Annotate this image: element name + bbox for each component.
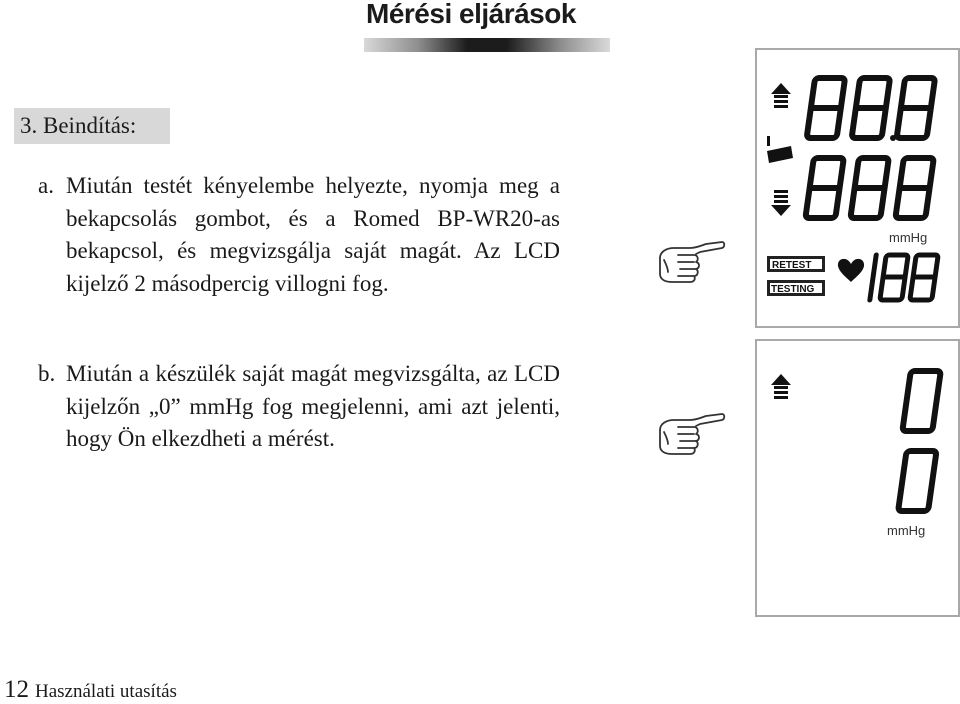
paragraph-a-label: a. [38, 173, 54, 198]
battery-icon [767, 136, 793, 163]
diastolic-zero [898, 451, 936, 511]
paragraph-a [38, 170, 560, 300]
paragraph-b-text: Miután a készülék saját magát megvizsgálta, az LCD kijelzőn „0” mmHg fog megjelenni, ami azt jelenti, hogy Ön elkezdheti a mérést. [66, 361, 560, 451]
paragraph-b [38, 358, 560, 456]
paragraph-b-label: b. [38, 361, 56, 386]
systolic-zero [902, 371, 940, 431]
deflate-arrow-icon [771, 190, 791, 216]
pulse-digits [870, 255, 938, 300]
heart-icon [838, 259, 864, 282]
page-title: Mérési eljárások [366, 0, 576, 29]
diastolic-digits [805, 158, 933, 218]
page-footer [4, 676, 177, 704]
paragraph-a-text: Miután testét kényelembe helyezte, nyomja meg a bekapcsolás gombot, és a Romed BP-WR20-as bekapcsol, és megvizsgálja saját magát. Az LCD kijelző 2 másodpercig villogni fog. [66, 173, 560, 296]
title-underline-bar [364, 38, 610, 52]
testing-label: TESTING [771, 284, 815, 295]
lcd-display-zero [755, 339, 960, 617]
inflate-arrow-icon [771, 83, 791, 108]
inflate-arrow-icon [771, 374, 791, 399]
step-heading: 3. Beindítás: [14, 108, 170, 144]
retest-label: RETEST [772, 260, 812, 271]
page-number: 12 [4, 676, 29, 703]
pointing-hand-icon [656, 412, 726, 458]
lcd-display-self-test [755, 48, 960, 328]
systolic-digits [807, 78, 935, 138]
pointing-hand-icon [656, 240, 726, 286]
unit-label: mmHg [889, 230, 928, 245]
unit-label: mmHg [887, 523, 926, 538]
manual-title: Használati utasítás [35, 681, 177, 702]
